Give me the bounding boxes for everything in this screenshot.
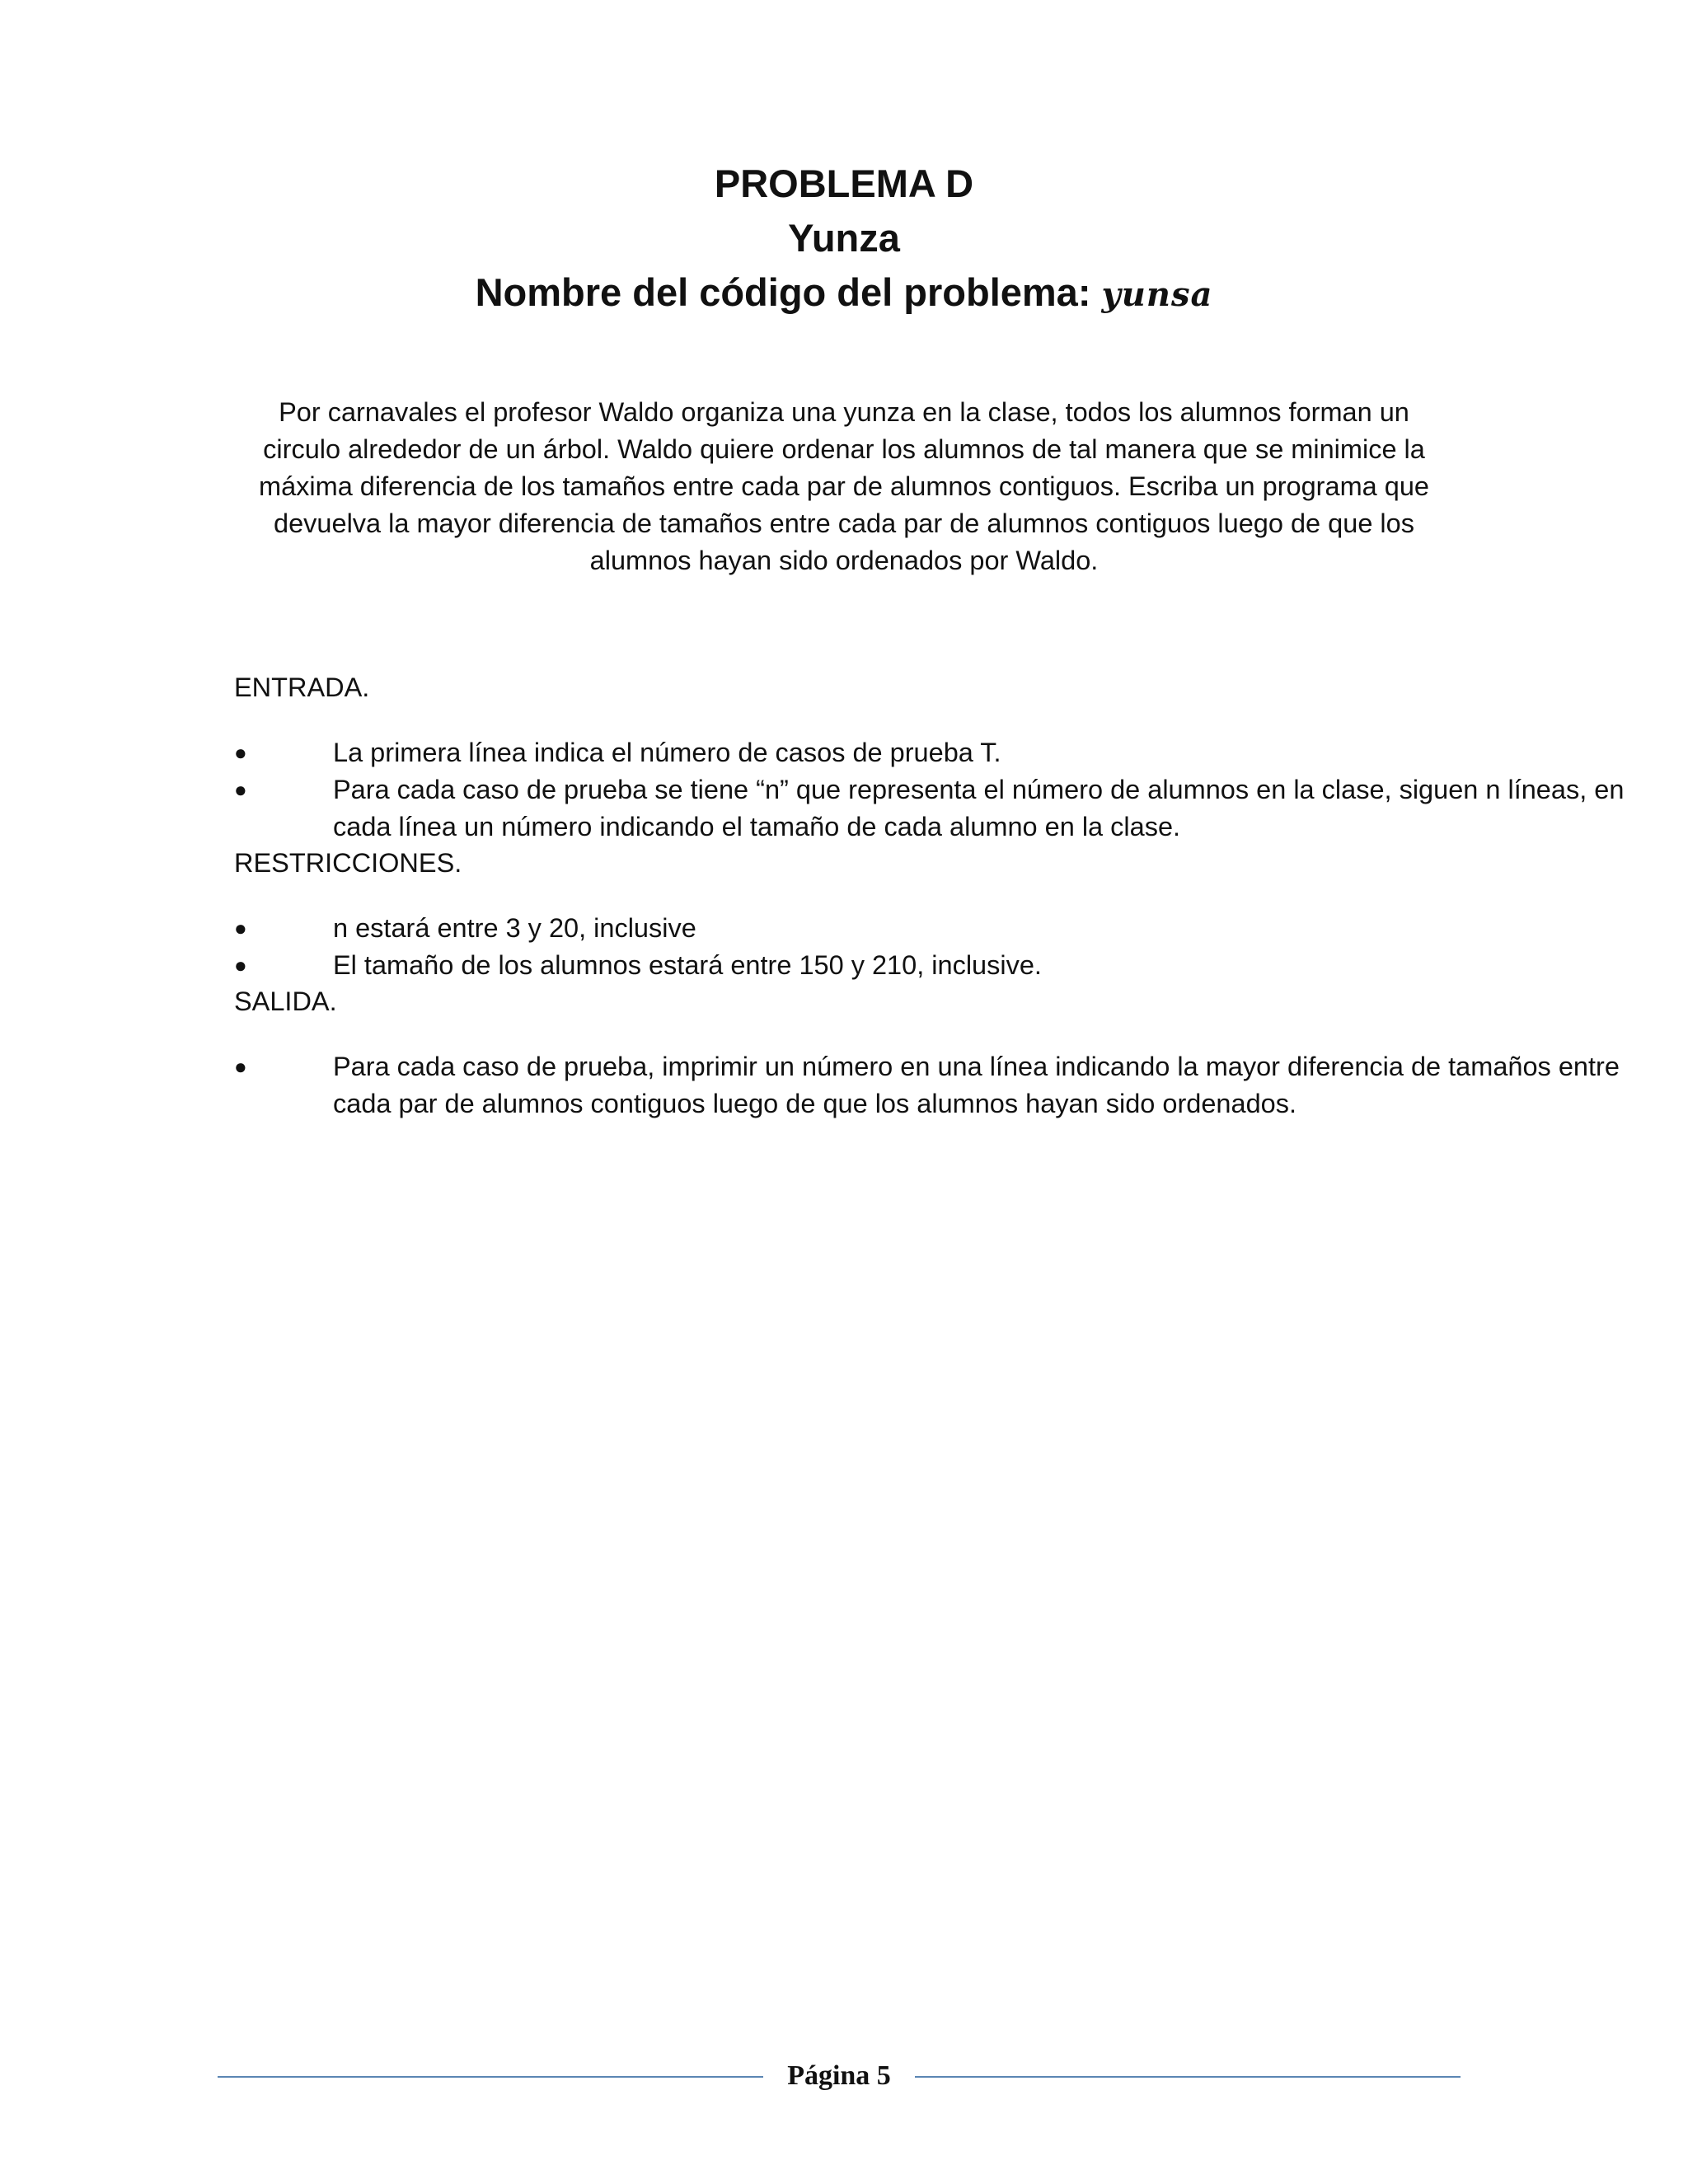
problem-description [231,394,1457,579]
list-item-text: La primera línea indica el número de casos de prueba T. [333,738,1001,767]
code-name: yunsa [1101,275,1213,314]
salida-section [234,983,1685,1122]
problem-label: PROBLEMA D [714,162,974,205]
list-item [234,947,1685,984]
list-item-text: El tamaño de los alumnos estará entre 150 y 210, inclusive. [333,950,1042,980]
description-line: circulo alrededor de un árbol. Waldo quiere ordenar los alumnos de tal manera que se minimice la [263,434,1425,464]
description-line: alumnos hayan sido ordenados por Waldo. [589,546,1099,575]
code-name-line [0,265,1688,322]
description-line: máxima diferencia de los tamaños entre cada par de alumnos contiguos. Escriba un programa que [259,471,1429,501]
list-item-text: Para cada caso de prueba se tiene “n” que representa el número de alumnos en la clase, siguen n líneas, en cada línea un número indicando el tamaño de cada alumno en la clase. [333,775,1625,841]
title-block [0,157,1688,322]
description-line: devuelva la mayor diferencia de tamaños entre cada par de alumnos contiguos luego de que los [274,509,1414,538]
bullet-icon: ● [234,916,247,940]
code-label: Nombre del código del problema: [475,270,1091,314]
page-footer [218,2057,1461,2095]
list-item-text: Para cada caso de prueba, imprimir un número en una línea indicando la mayor diferencia de tamaños entre cada par de alumnos contiguos luego de que los alumnos hayan sido ordenados. [333,1052,1620,1118]
list-item [234,734,1685,771]
restricciones-list [234,910,1685,984]
restricciones-heading: RESTRICCIONES. [234,848,462,878]
salida-list [234,1048,1685,1122]
bullet-icon: ● [234,740,247,765]
problem-name: Yunza [788,216,900,260]
list-item [234,910,1685,947]
bullet-icon: ● [234,777,247,802]
bullet-icon: ● [234,953,247,977]
bullet-icon: ● [234,1054,247,1079]
salida-heading: SALIDA. [234,987,337,1016]
description-line: Por carnavales el profesor Waldo organiza una yunza en la clase, todos los alumnos forman un [279,397,1409,427]
list-item [234,771,1685,846]
list-item-text: n estará entre 3 y 20, inclusive [333,913,696,943]
page-number: Página 5 [787,2060,891,2091]
entrada-list [234,734,1685,846]
entrada-section [234,669,1685,846]
restricciones-section [234,845,1685,984]
list-item [234,1048,1685,1122]
entrada-heading: ENTRADA. [234,673,370,702]
